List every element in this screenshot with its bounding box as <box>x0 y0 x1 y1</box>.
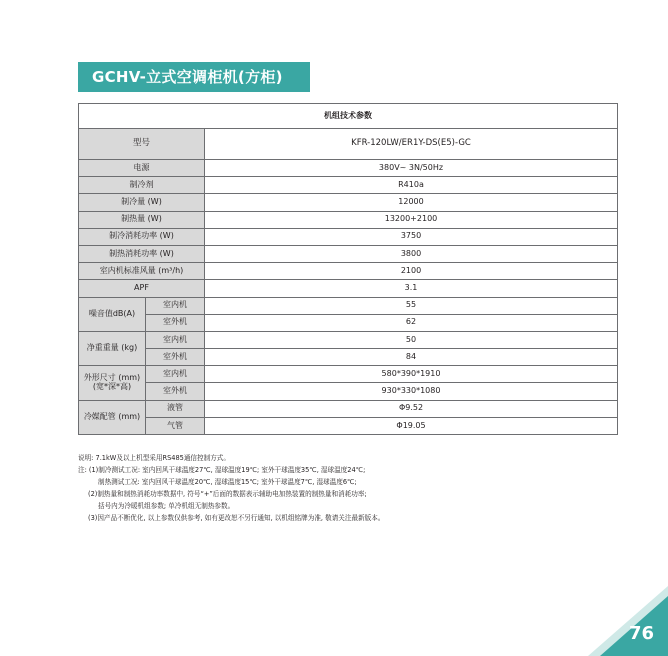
table-row <box>79 177 618 194</box>
row-value: 580*390*1910 <box>205 366 618 383</box>
table-row <box>79 280 618 297</box>
group-label: 噪音值dB(A) <box>79 297 146 331</box>
table-row <box>79 400 618 417</box>
page-corner-decoration <box>588 586 668 656</box>
row-label: 室内机标准风量 (m³/h) <box>79 263 205 280</box>
table-row <box>79 331 618 348</box>
page-number: 76 <box>628 623 654 644</box>
note-line: 注: (1)制冷测试工况: 室内回风干球温度27℃, 湿球温度19℃; 室外干球温度35℃, 湿球温度24℃; <box>78 466 366 475</box>
notes <box>78 452 598 525</box>
page-title: GCHV-立式空调柜机(方柜) <box>78 62 310 92</box>
spec-table <box>78 103 618 435</box>
table-row <box>79 160 618 177</box>
row-value: Φ19.05 <box>205 417 618 434</box>
table-row <box>79 263 618 280</box>
note-line: (2)制热量和制热消耗功率数据中, 符号“+”后面的数据表示辅助电加热装置的制热量和消耗功率; <box>88 490 367 499</box>
sub-label: 气管 <box>146 417 205 434</box>
row-value: 50 <box>205 331 618 348</box>
sub-label: 室外机 <box>146 383 205 400</box>
table-row <box>79 245 618 262</box>
row-value: 84 <box>205 349 618 366</box>
row-label: 电源 <box>79 160 205 177</box>
sub-label: 室内机 <box>146 366 205 383</box>
table-row <box>79 349 618 366</box>
table-row <box>79 228 618 245</box>
group-label: 净重重量 (kg) <box>79 331 146 365</box>
table-row <box>79 383 618 400</box>
note-line: 括号内为冷暖机组参数; 单冷机组无制热参数。 <box>98 502 235 511</box>
row-value: 2100 <box>205 263 618 280</box>
row-value: 380V~ 3N/50Hz <box>205 160 618 177</box>
sub-label: 液管 <box>146 400 205 417</box>
table-header: 机组技术参数 <box>79 104 618 129</box>
table-row <box>79 314 618 331</box>
row-value: R410a <box>205 177 618 194</box>
note-line: 说明: 7.1kW及以上机型采用RS485通信控制方式。 <box>78 454 230 462</box>
row-value: 12000 <box>205 194 618 211</box>
row-label: 制冷消耗功率 (W) <box>79 228 205 245</box>
note-line: 制热测试工况: 室内回风干球温度20℃, 湿球温度15℃; 室外干球温度7℃, 湿球温度6℃; <box>98 478 357 487</box>
sub-label: 室外机 <box>146 349 205 366</box>
row-value: Φ9.52 <box>205 400 618 417</box>
row-value: 13200+2100 <box>205 211 618 228</box>
note-line: (3)因产品不断优化, 以上参数仅供参考, 如有更改恕不另行通知, 以机组铭牌为准, 敬请关注最新版本。 <box>88 514 385 523</box>
table-row <box>79 417 618 434</box>
model-label: 型号 <box>79 129 205 160</box>
row-label: 制冷量 (W) <box>79 194 205 211</box>
group-label: 冷媒配管 (mm) <box>79 400 146 434</box>
row-value: 62 <box>205 314 618 331</box>
sub-label: 室外机 <box>146 314 205 331</box>
sub-label: 室内机 <box>146 331 205 348</box>
row-value: 3.1 <box>205 280 618 297</box>
row-label: 制热量 (W) <box>79 211 205 228</box>
row-value: 55 <box>205 297 618 314</box>
table-row <box>79 366 618 383</box>
model-row <box>79 129 618 160</box>
row-value: 3800 <box>205 245 618 262</box>
row-value: 930*330*1080 <box>205 383 618 400</box>
model-value: KFR-120LW/ER1Y-DS(E5)-GC <box>205 129 618 160</box>
row-value: 3750 <box>205 228 618 245</box>
table-row <box>79 297 618 314</box>
table-row <box>79 211 618 228</box>
table-row <box>79 194 618 211</box>
row-label: 制冷剂 <box>79 177 205 194</box>
row-label: APF <box>79 280 205 297</box>
row-label: 制热消耗功率 (W) <box>79 245 205 262</box>
group-label: 外形尺寸 (mm) (宽*深*高) <box>79 366 146 400</box>
sub-label: 室内机 <box>146 297 205 314</box>
table-header-row <box>79 104 618 129</box>
